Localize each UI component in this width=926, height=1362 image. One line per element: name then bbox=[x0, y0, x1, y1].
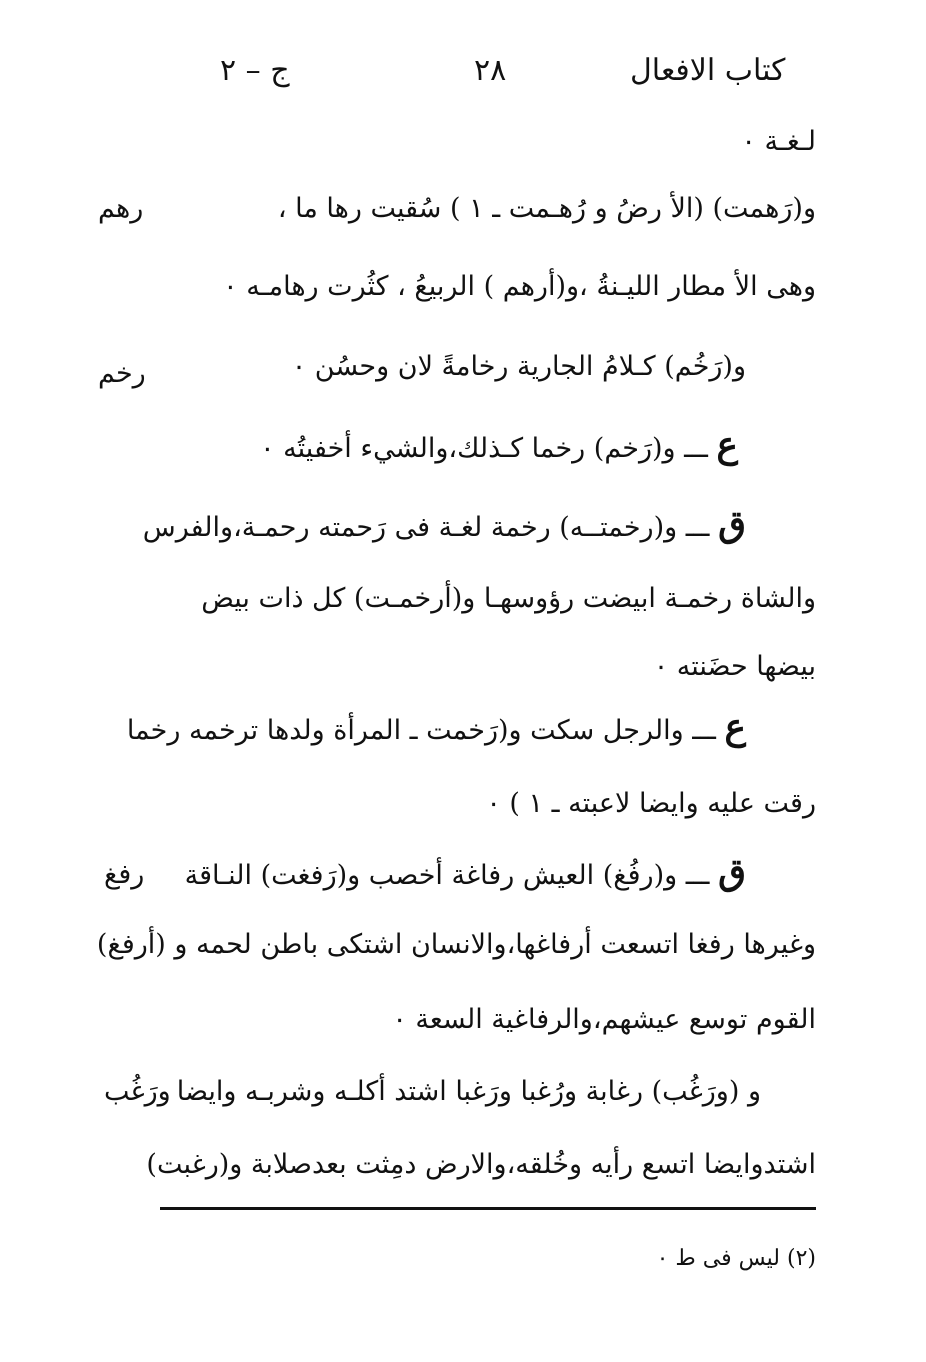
text-line-5-content: ـــ و(رَخم) رخما كـذلك،والشيء أخفيتُه ٠ bbox=[260, 433, 708, 464]
text-line-9-content: ـــ والرجل سكت و(رَخمت ـ المرأة ولدها ترخمه رخما bbox=[126, 715, 716, 746]
text-line-4: و(رَخُم) كـلامُ الجارية رخامةً لان وحسُن ٠ bbox=[291, 351, 746, 382]
text-line-15: اشتدوايضا اتسع رأيه وخُلقه،والارض دمِثت بعدصلابة و(رغبت) bbox=[146, 1149, 816, 1180]
text-line-12: وغيرها رفغا اتسعت أرفاغها،والانسان اشتكى باطن لحمه و (أرفغ) bbox=[96, 929, 816, 960]
entry-mark: ع bbox=[724, 706, 746, 748]
margin-root-rghb: ورَغُب bbox=[104, 1076, 171, 1107]
entry-mark: ع bbox=[716, 424, 738, 466]
text-line-6-content: ـــ و(رخمتــه) رخمة لغـة فى رَحمته رحمـة،والفرس bbox=[142, 512, 710, 543]
margin-root-rhm: رهم bbox=[98, 193, 144, 224]
text-line-5 bbox=[260, 424, 738, 466]
margin-root-rfgh: رفغ bbox=[104, 859, 145, 890]
text-line-10: رقت عليه وايضا لاعبته ـ ١ ) ٠ bbox=[486, 788, 816, 819]
text-line-3: وهى الأ مطار الليـنةُ ،و(أرهم ) الربيعُ ، كثُرت رهامـه ٠ bbox=[223, 271, 816, 302]
text-line-2: و(رَهمت) (الأ رضُ و رُهـمت ـ ١ ) سُقيت رها ما ، bbox=[277, 193, 816, 224]
book-title: كتاب الافعال bbox=[630, 53, 786, 88]
entry-mark: ق bbox=[718, 851, 746, 893]
text-line-9 bbox=[126, 706, 746, 748]
footnote: (٢) ليس فى ط ٠ bbox=[656, 1246, 816, 1271]
text-line-13: القوم توسع عيشهم،والرفاغية السعة ٠ bbox=[392, 1004, 816, 1035]
text-line-8: بيضها حضَنته ٠ bbox=[653, 651, 816, 682]
text-line-7: والشاة رخمـة ابيضت رؤوسهـا و(أرخمـت) كل ذات بيض bbox=[201, 583, 816, 614]
text-line-6 bbox=[142, 503, 746, 545]
text-line-14: و (ورَغُب) رغابة ورُغبا ورَغبا اشتد أكلـه وشربـه وايضا bbox=[176, 1076, 761, 1107]
text-line-1: لـغـة ٠ bbox=[741, 126, 816, 157]
margin-root-rkhm: رخم bbox=[98, 358, 146, 389]
page-number: ٢٨ bbox=[474, 53, 507, 88]
entry-mark: ق bbox=[718, 503, 746, 545]
text-line-11 bbox=[184, 851, 746, 893]
text-line-11-content: ـــ و(رفُغ) العيش رفاغة أخصب و(رَفغت) النـاقة bbox=[184, 860, 710, 891]
volume-label: ج – ٢ bbox=[220, 53, 290, 88]
footnote-rule bbox=[160, 1207, 816, 1210]
